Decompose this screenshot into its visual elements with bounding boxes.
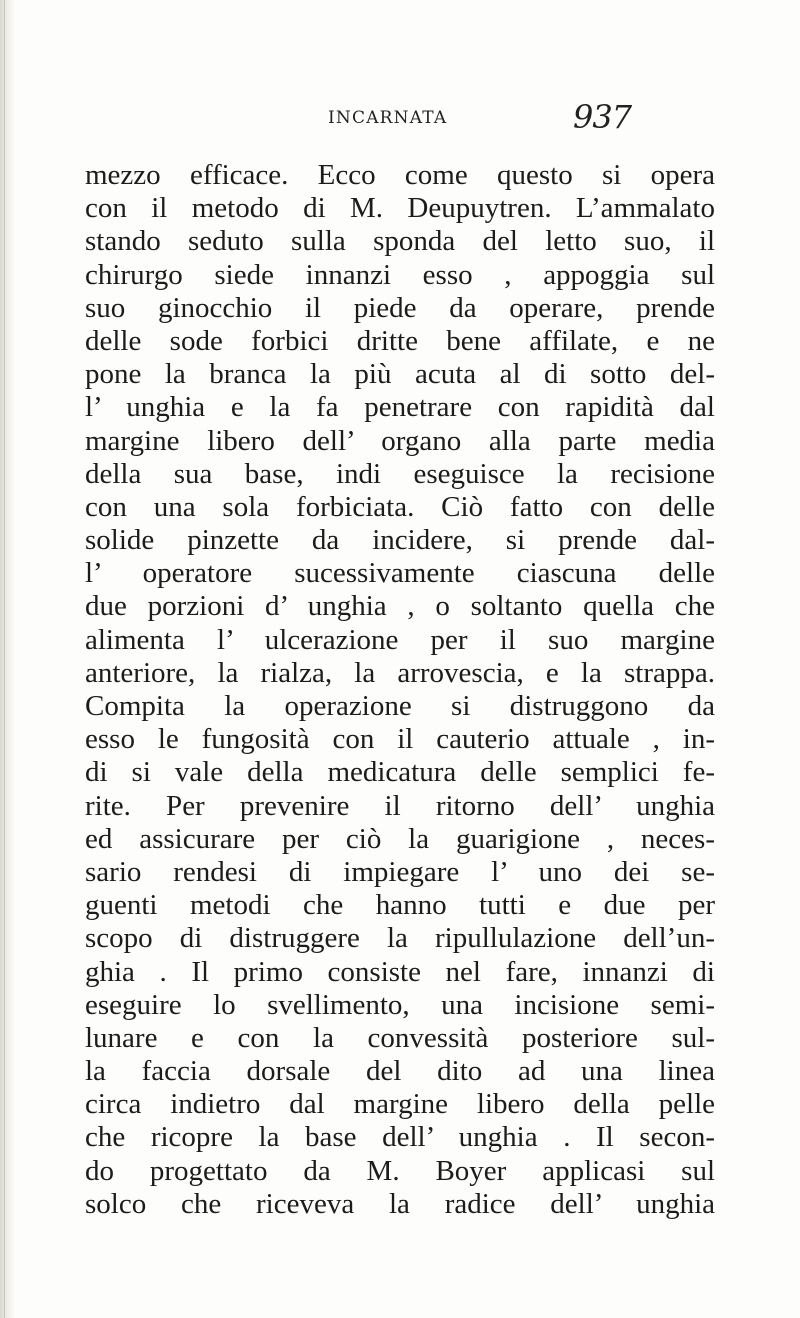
text-line: anteriore, la rialza, la arrovescia, e la strappa. bbox=[85, 656, 715, 689]
text-line: do progettato da M. Boyer applicasi sul bbox=[85, 1154, 715, 1187]
text-line: margine libero dell’ organo alla parte media bbox=[85, 424, 715, 457]
text-line: di si vale della medicatura delle semplici fe- bbox=[85, 756, 715, 789]
text-line: stando seduto sulla sponda del letto suo, il bbox=[85, 225, 715, 258]
text-line: suo ginocchio il piede da operare, prende bbox=[85, 291, 715, 324]
running-head bbox=[0, 98, 800, 142]
text-line: rite. Per prevenire il ritorno dell’ unghia bbox=[85, 789, 715, 822]
text-line: circa indietro dal margine libero della pelle bbox=[85, 1088, 715, 1121]
running-title: INCARNATA bbox=[328, 108, 448, 128]
text-line: due porzioni d’ unghia , o soltanto quella che bbox=[85, 590, 715, 623]
text-line: alimenta l’ ulcerazione per il suo margine bbox=[85, 623, 715, 656]
text-line: delle sode forbici dritte bene affilate, e ne bbox=[85, 324, 715, 357]
text-line: ed assicurare per ciò la guarigione , neces- bbox=[85, 822, 715, 855]
text-line: l’ unghia e la fa penetrare con rapidità dal bbox=[85, 391, 715, 424]
page-number: 937 bbox=[573, 98, 632, 136]
text-line: che ricopre la base dell’ unghia . Il secon- bbox=[85, 1121, 715, 1154]
text-line: sario rendesi di impiegare l’ uno dei se- bbox=[85, 855, 715, 888]
text-line: scopo di distruggere la ripullulazione dell’un- bbox=[85, 922, 715, 955]
text-line: mezzo efficace. Ecco come questo si opera bbox=[85, 159, 715, 191]
text-line: lunare e con la convessità posteriore sul- bbox=[85, 1021, 715, 1054]
text-line: con una sola forbiciata. Ciò fatto con delle bbox=[85, 490, 715, 523]
text-line: solide pinzette da incidere, si prende dal- bbox=[85, 524, 715, 557]
body-text bbox=[85, 159, 715, 1221]
text-line: Compita la operazione si distruggono da bbox=[85, 690, 715, 722]
text-line: ghia . Il primo consiste nel fare, innanzi di bbox=[85, 955, 715, 988]
text-line: guenti metodi che hanno tutti e due per bbox=[85, 889, 715, 922]
text-line: la faccia dorsale del dito ad una linea bbox=[85, 1055, 715, 1088]
text-line: pone la branca la più acuta al di sotto del- bbox=[85, 358, 715, 391]
text-line: solco che riceveva la radice dell’ unghia bbox=[85, 1187, 715, 1220]
text-line: eseguire lo svellimento, una incisione semi- bbox=[85, 988, 715, 1021]
text-line: chirurgo siede innanzi esso , appoggia sul bbox=[85, 258, 715, 291]
text-line: con il metodo di M. Deupuytren. L’ammalato bbox=[85, 192, 715, 225]
text-line: esso le fungosità con il cauterio attuale , in- bbox=[85, 723, 715, 756]
spine-edge-line bbox=[4, 0, 5, 1318]
text-line: della sua base, indi eseguisce la recisione bbox=[85, 457, 715, 490]
page-spine-shadow bbox=[0, 0, 14, 1318]
text-line: l’ operatore sucessivamente ciascuna delle bbox=[85, 557, 715, 590]
